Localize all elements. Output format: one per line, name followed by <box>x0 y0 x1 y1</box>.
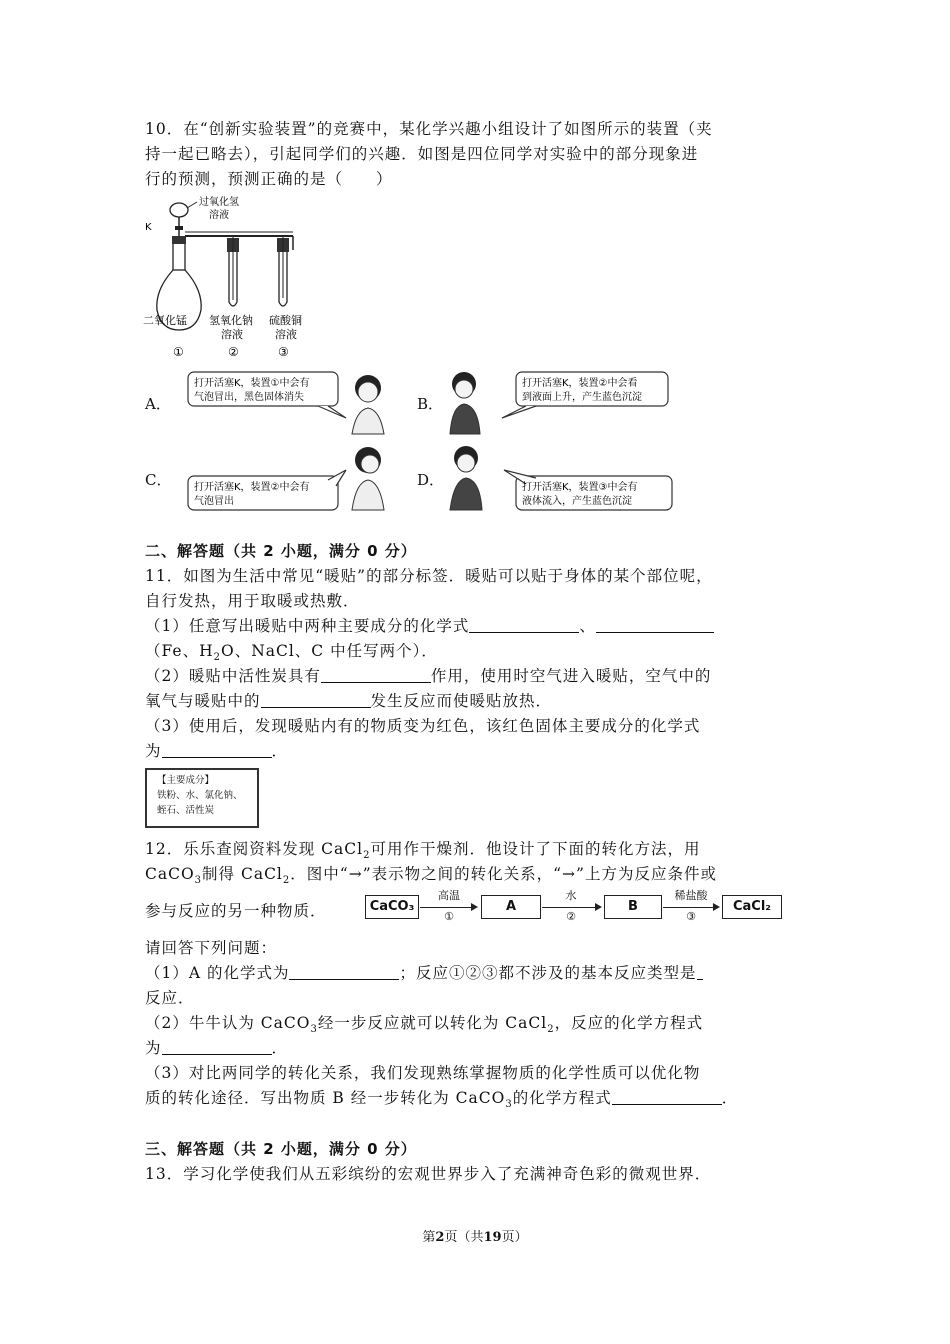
q12-line-7-sub-2: 2 <box>547 1024 555 1036</box>
q12-line-2c: ．图中“→”表示物之间的转化关系，“→”上方为反应条件或 <box>290 865 717 883</box>
q12-line-4: 请回答下列问题： <box>145 939 278 957</box>
q12-blank-1[interactable] <box>289 963 399 980</box>
q12-line-1-sub: 2 <box>363 850 371 862</box>
q11-line-3 <box>145 615 714 637</box>
option-c-figure <box>178 440 403 512</box>
flow-cond-3: 稀盐酸 <box>674 889 708 902</box>
q10-line-2: 持一起已略去），引起同学们的兴趣．如图是四位同学对实验中的部分现象进 <box>145 145 699 163</box>
q13-line-1: 13．学习化学使我们从五彩缤纷的宏观世界步入了充满神奇色彩的微观世界． <box>145 1165 712 1183</box>
option-d-text-1: 打开活塞K，装置③中会有 <box>522 482 638 493</box>
footer-page-number: 2 <box>435 1230 445 1245</box>
q11-line-6 <box>145 690 552 712</box>
footer-pre: 第 <box>422 1230 436 1245</box>
flow-arrow-3 <box>663 907 718 908</box>
q11-line-5a: （2）暖贴中活性炭具有 <box>145 667 321 685</box>
q12-line-2-sub-1: 3 <box>194 875 203 887</box>
q12-line-1b: 可用作干燥剂．他设计了下面的转化方法，用 <box>370 840 701 858</box>
apparatus-label-h2o2: 过氧化氢 <box>199 197 239 208</box>
q12-line-5a: （1）A 的化学式为 <box>145 964 290 982</box>
option-d-figure <box>442 440 678 512</box>
q11-line-4a: （Fe、H <box>145 642 214 660</box>
option-c-text-1: 打开活塞K，装置②中会有 <box>194 482 310 493</box>
apparatus-num-1: ① <box>173 345 184 359</box>
q12-line-8a: 为 <box>145 1039 162 1057</box>
q11-blank-2[interactable] <box>596 616 714 633</box>
page-footer <box>0 1226 950 1245</box>
footer-mid: 页（共 <box>444 1230 484 1245</box>
apparatus-label-naoh-solution: 溶液 <box>221 328 243 341</box>
q11-line-5 <box>145 665 711 687</box>
q12-line-9: （3）对比两同学的转化关系，我们发现熟练掌握物质的化学性质可以优化物 <box>145 1064 701 1082</box>
q12-line-7a: （2）牛牛认为 CaCO <box>145 1014 311 1032</box>
q11-line-6b: 发生反应而使暖贴放热． <box>370 692 553 710</box>
q12-line-5 <box>145 962 703 984</box>
flow-num-1: ① <box>444 910 454 923</box>
q11-line-3-text: （1）任意写出暖贴中两种主要成分的化学式 <box>145 617 470 635</box>
q12-line-5b: ；反应①②③都不涉及的基本反应类型是 <box>399 964 697 982</box>
q12-line-10-sub: 3 <box>505 1099 513 1111</box>
q12-line-8 <box>145 1037 288 1059</box>
section-3-title: 三、解答题（共 2 小题，满分 0 分） <box>145 1140 417 1158</box>
label-box-title: 【主要成分】 <box>157 775 215 786</box>
q12-line-10b: 的化学方程式 <box>512 1089 612 1107</box>
q11-line-7: （3）使用后，发现暖贴内有的物质变为红色，该红色固体主要成分的化学式 <box>145 717 701 735</box>
apparatus-label-solution: 溶液 <box>209 210 229 221</box>
q12-blank-4[interactable] <box>612 1088 722 1105</box>
q12-line-8b: ． <box>271 1039 289 1057</box>
q12-blank-3[interactable] <box>162 1038 272 1055</box>
q12-line-6: 反应． <box>145 989 195 1007</box>
q12-line-2a: CaCO <box>145 865 195 883</box>
flow-num-3: ③ <box>686 910 696 923</box>
flow-arrow-1 <box>420 907 476 908</box>
option-a-text-1: 打开活塞K，装置①中会有 <box>194 378 310 389</box>
q12-line-7b: 经一步反应就可以转化为 CaCl <box>317 1014 548 1032</box>
apparatus-label-k: K <box>145 222 152 233</box>
q11-blank-4[interactable] <box>261 691 371 708</box>
option-c-text-2: 气泡冒出 <box>194 496 234 507</box>
apparatus-label-cuso4: 硫酸铜 <box>269 314 302 327</box>
option-b-label: B． <box>417 395 444 413</box>
q12-line-7-sub-1: 3 <box>310 1024 318 1036</box>
q12-line-1a: 12．乐乐查阅资料发现 CaCl <box>145 840 364 858</box>
label-box-line-1: 铁粉、水、氯化钠、 <box>157 790 243 801</box>
footer-post: 页） <box>501 1230 528 1245</box>
option-b-text-1: 打开活塞K，装置②中会看 <box>522 378 638 389</box>
q10-line-3: 行的预测，预测正确的是（ ） <box>145 170 393 188</box>
option-a-figure <box>178 366 403 436</box>
option-a-label: A． <box>145 395 171 413</box>
q12-line-3: 参与反应的另一种物质． <box>145 902 327 920</box>
q11-line-8b: ． <box>271 742 289 760</box>
q12-line-2b: 制得 CaCl <box>202 865 283 883</box>
option-d-label: D． <box>417 471 445 489</box>
footer-total-pages: 19 <box>483 1230 502 1245</box>
q11-line-8 <box>145 740 288 762</box>
q11-line-8a: 为 <box>145 742 162 760</box>
q11-line-4b: O、NaCl、C 中任写两个）． <box>220 642 438 660</box>
hand-warmer-label-box <box>145 768 259 828</box>
flow-num-2: ② <box>566 910 576 923</box>
flow-cond-1: 高温 <box>438 889 460 902</box>
q12-line-10a: 质的转化途径．写出物质 B 经一步转化为 CaCO <box>145 1089 506 1107</box>
flow-arrow-2 <box>542 907 600 908</box>
q12-line-10c: ． <box>721 1089 739 1107</box>
apparatus-num-2: ② <box>228 345 239 359</box>
flow-box-b: B <box>604 895 662 919</box>
q12-line-10 <box>145 1087 738 1116</box>
apparatus-label-naoh: 氢氧化钠 <box>209 314 253 327</box>
flow-box-cacl2: CaCl₂ <box>722 895 782 919</box>
flow-box-caco3: CaCO₃ <box>365 895 419 919</box>
option-a-text-2: 气泡冒出，黑色固体消失 <box>194 392 304 403</box>
q11-blank-1[interactable] <box>469 616 579 633</box>
label-box-line-2: 蛭石、活性炭 <box>157 805 215 816</box>
q11-line-5b: 作用，使用时空气进入暖贴，空气中的 <box>430 667 712 685</box>
option-d-text-2: 液体流入，产生蓝色沉淀 <box>522 496 632 507</box>
q11-line-1: 11．如图为生活中常见“暖贴”的部分标签．暖贴可以贴于身体的某个部位呢， <box>145 567 713 585</box>
flow-cond-2: 水 <box>565 889 577 902</box>
option-b-text-2: 到液面上升，产生蓝色沉淀 <box>522 392 642 403</box>
q11-line-4-sub: 2 <box>213 652 221 664</box>
q12-blank-2[interactable] <box>697 963 703 980</box>
flow-box-a: A <box>481 895 541 919</box>
section-2-title: 二、解答题（共 2 小题，满分 0 分） <box>145 542 417 560</box>
q12-line-7c: ，反应的化学方程式 <box>554 1014 704 1032</box>
q11-blank-3[interactable] <box>321 666 431 683</box>
option-b-figure <box>442 366 674 436</box>
q11-line-2: 自行发热，用于取暖或热敷． <box>145 592 360 610</box>
q11-blank-5[interactable] <box>162 741 272 758</box>
q10-line-1: 10．在“创新实验装置”的竞赛中，某化学兴趣小组设计了如图所示的装置（夹 <box>145 120 713 138</box>
q11-line-6a: 氧气与暖贴中的 <box>145 692 261 710</box>
q11-line-3-separator: 、 <box>579 617 596 635</box>
apparatus-figure <box>143 192 313 364</box>
apparatus-label-cuso4-solution: 溶液 <box>275 328 297 341</box>
apparatus-label-mno2: 二氧化锰 <box>143 314 187 327</box>
q12-line-2-sub-2: 2 <box>282 875 291 887</box>
option-c-label: C． <box>145 471 172 489</box>
apparatus-num-3: ③ <box>278 345 289 359</box>
